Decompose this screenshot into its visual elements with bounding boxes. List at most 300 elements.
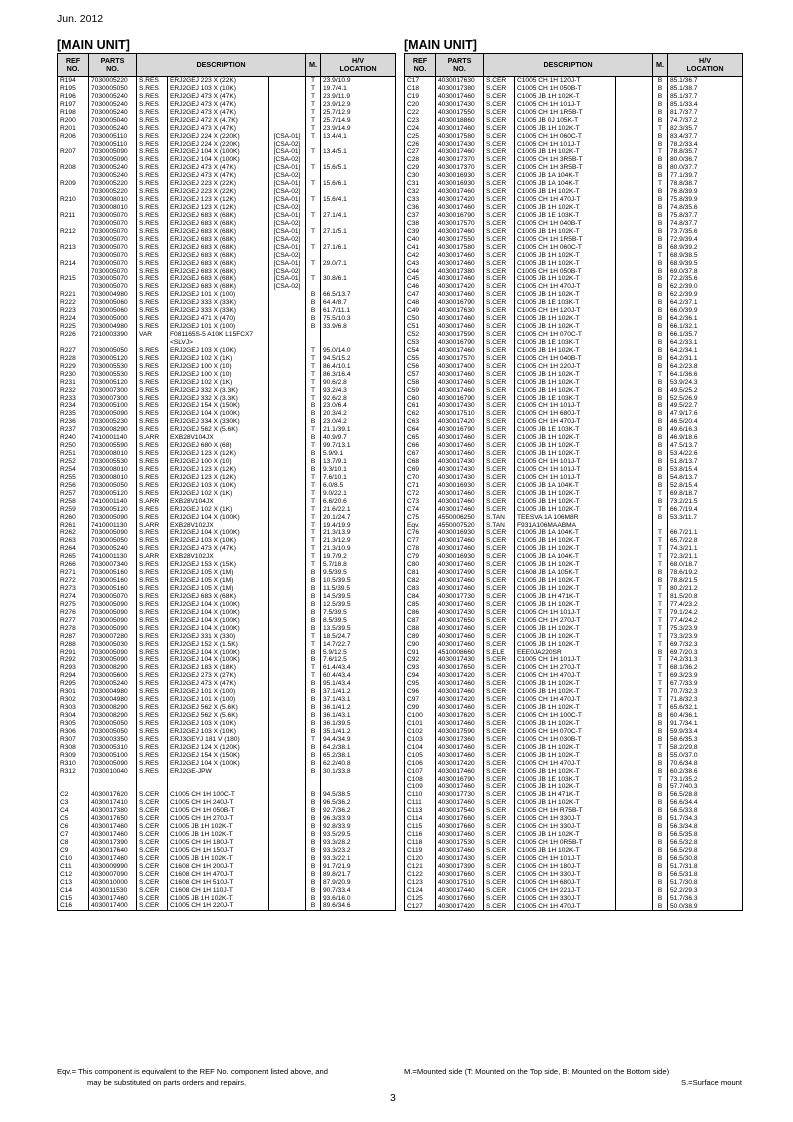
location: 47.9/17.6	[668, 410, 743, 418]
table-row	[58, 204, 396, 212]
parts-no: 7030005600	[89, 672, 137, 680]
location: 96.3/33.9	[321, 815, 396, 823]
location: 70.6/34.8	[668, 760, 743, 768]
location: 73.7/35.6	[668, 228, 743, 236]
part-type: S.RES	[137, 93, 168, 101]
part-type: S.RES	[137, 656, 168, 664]
mounted-side: T	[653, 371, 668, 379]
ref-no: R197	[58, 101, 89, 109]
parts-no: 7030008010	[89, 196, 137, 204]
part-description: ERJ2GEJ 473 X (47K)	[168, 93, 269, 101]
variant-tag	[616, 664, 653, 672]
parts-no: 4030017390	[89, 839, 137, 847]
table-row	[58, 553, 396, 561]
variant-tag	[269, 593, 306, 601]
mounted-side: B	[306, 450, 321, 458]
ref-no: C103	[405, 736, 436, 744]
ref-no: C70	[405, 474, 436, 482]
part-description: ERJ2GEJ 680 X (68)	[168, 442, 269, 450]
mounted-side: T	[306, 545, 321, 553]
table-row	[405, 164, 743, 172]
mounted-side: T	[306, 363, 321, 371]
ref-no: C20	[405, 101, 436, 109]
part-description: C1005 CH 1H 100C-T	[515, 712, 616, 720]
location: 72.9/39.4	[668, 236, 743, 244]
part-description: C1005 CH 1H 240J-T	[168, 799, 269, 807]
part-type: S.ARR	[137, 522, 168, 530]
part-description: ERJ2GEJ 332 X (3.3K)	[168, 395, 269, 403]
variant-tag	[269, 466, 306, 474]
part-description: C1005 CH 1H 470J-T	[515, 903, 616, 911]
location: 9.3/10.1	[321, 466, 396, 474]
variant-tag	[269, 347, 306, 355]
parts-no	[89, 339, 137, 347]
variant-tag	[269, 625, 306, 633]
parts-no: 4030017460	[436, 577, 484, 585]
parts-no: 7030005050	[89, 347, 137, 355]
ref-no: R211	[58, 212, 89, 220]
mounted-side: B	[653, 77, 668, 85]
ref-no: R229	[58, 363, 89, 371]
part-description: ERJ2GEJ 224 X (220K)	[168, 133, 269, 141]
part-description: C1005 CH 1H 330J-T	[515, 895, 616, 903]
parts-no: 4030017430	[436, 855, 484, 863]
mounted-side: B	[653, 236, 668, 244]
part-type: S.CER	[484, 823, 515, 831]
parts-no: 4030017370	[436, 164, 484, 172]
mounted-side: B	[306, 744, 321, 752]
location: 56.5/29.8	[668, 847, 743, 855]
variant-tag	[616, 768, 653, 776]
table-row	[405, 490, 743, 498]
location: 89.6/34.6	[321, 902, 396, 910]
ref-no: R206	[58, 133, 89, 141]
part-type: S.CER	[484, 180, 515, 188]
part-type: S.CER	[484, 537, 515, 545]
location: 67.7/33.9	[668, 680, 743, 688]
ref-no: C41	[405, 244, 436, 252]
ref-no: C39	[405, 228, 436, 236]
location: 62.2/39.0	[668, 283, 743, 291]
part-type: S.CER	[484, 641, 515, 649]
part-description: C1005 JB 1H 102K-T	[515, 783, 616, 791]
part-type: S.RES	[137, 450, 168, 458]
part-type: S.CER	[484, 387, 515, 395]
location: 85.1/36.7	[668, 77, 743, 85]
table-row	[58, 672, 396, 680]
mounted-side: B	[653, 450, 668, 458]
part-type: S.CER	[137, 807, 168, 815]
part-description: C1005 JB 1H 471K-T	[515, 593, 616, 601]
location: 56.5/28.8	[668, 791, 743, 799]
ref-no: C71	[405, 482, 436, 490]
part-type: S.CER	[484, 633, 515, 641]
variant-tag	[616, 402, 653, 410]
variant-tag	[269, 418, 306, 426]
ref-no: R293	[58, 664, 89, 672]
ref-no: R222	[58, 299, 89, 307]
part-description: C1608 JB 1A 105K-T	[515, 569, 616, 577]
mounted-side: B	[653, 196, 668, 204]
part-type: S.CER	[484, 807, 515, 815]
part-description: C1005 JB 1H 102K-T	[515, 831, 616, 839]
parts-no: 7030005090	[89, 760, 137, 768]
ref-no: C13	[58, 879, 89, 887]
parts-no: 4030017390	[436, 863, 484, 871]
parts-no: 4030017380	[436, 85, 484, 93]
table-row	[405, 799, 743, 807]
part-type: S.CER	[484, 783, 515, 791]
variant-tag: [CSA-01]	[269, 196, 306, 204]
table-row	[58, 474, 396, 482]
variant-tag	[616, 307, 653, 315]
ref-no: R260	[58, 514, 89, 522]
part-type: S.CER	[484, 561, 515, 569]
parts-no: 4030017380	[89, 807, 137, 815]
part-description: ERJ2GEJ 101 X (100)	[168, 323, 269, 331]
mounted-side: T	[653, 553, 668, 561]
location: 93.3/22.1	[321, 855, 396, 863]
ref-no: R265	[58, 553, 89, 561]
ref-no: C3	[58, 799, 89, 807]
location: 78.8/38.7	[668, 180, 743, 188]
part-description: ERJ2GEJ 473 X (47K)	[168, 164, 269, 172]
mounted-side: T	[306, 641, 321, 649]
part-type: S.RES	[137, 649, 168, 657]
parts-no: 7030005240	[89, 93, 137, 101]
part-description: ERJ2GEJ 332 X (3.3K)	[168, 387, 269, 395]
table-row	[58, 268, 396, 276]
table-row	[405, 656, 743, 664]
location	[321, 204, 396, 212]
parts-no: 7030007300	[89, 387, 137, 395]
part-description: C1005 CH 1H 101J-T	[515, 141, 616, 149]
ref-no: C48	[405, 299, 436, 307]
ref-no: C33	[405, 196, 436, 204]
ref-no: C73	[405, 498, 436, 506]
variant-tag	[269, 704, 306, 712]
variant-tag	[616, 887, 653, 895]
ref-no: C100	[405, 712, 436, 720]
mounted-side: B	[653, 514, 668, 522]
variant-tag: [CSA-02]	[269, 236, 306, 244]
mounted-side: T	[306, 164, 321, 172]
part-description: ERJ2GEJ 123 X (12K)	[168, 204, 269, 212]
table-row	[58, 363, 396, 371]
part-description: ERJ2GEJ 104 X (100K)	[168, 656, 269, 664]
variant-tag	[616, 791, 653, 799]
variant-tag	[269, 807, 306, 815]
variant-tag	[269, 736, 306, 744]
mounted-side: T	[306, 196, 321, 204]
table-row	[58, 220, 396, 228]
ref-no: C12	[58, 871, 89, 879]
part-type: S.RES	[137, 244, 168, 252]
parts-no: 4030017650	[436, 617, 484, 625]
table-row	[405, 410, 743, 418]
table-row	[405, 402, 743, 410]
table-row	[405, 545, 743, 553]
location: 30.1/33.8	[321, 768, 396, 776]
location: 33.9/6.8	[321, 323, 396, 331]
mounted-side: T	[306, 426, 321, 434]
variant-tag	[616, 506, 653, 514]
ref-no: R258	[58, 498, 89, 506]
variant-tag	[616, 355, 653, 363]
part-description: C1005 CH 1H 270J-T	[168, 815, 269, 823]
part-type: S.RES	[137, 387, 168, 395]
part-type: S.CER	[484, 871, 515, 879]
table-row	[405, 625, 743, 633]
parts-no: 4030017460	[436, 323, 484, 331]
mounted-side: B	[306, 323, 321, 331]
parts-no: 7030005240	[89, 109, 137, 117]
part-type: S.CER	[484, 482, 515, 490]
table-row	[58, 633, 396, 641]
ref-no: R310	[58, 760, 89, 768]
part-description: C1005 CH 1H 470J-T	[515, 760, 616, 768]
part-type: S.RES	[137, 442, 168, 450]
parts-no: 4030017420	[436, 672, 484, 680]
table-row	[58, 307, 396, 315]
part-type: S.RES	[137, 529, 168, 537]
parts-no: 7030005530	[89, 363, 137, 371]
mounted-side: T	[306, 474, 321, 482]
ref-no: C19	[405, 93, 436, 101]
part-type: S.RES	[137, 641, 168, 649]
ref-no: C51	[405, 323, 436, 331]
ref-no: C88	[405, 625, 436, 633]
part-type: S.RES	[137, 228, 168, 236]
mounted-side: B	[653, 307, 668, 315]
mounted-side: B	[653, 418, 668, 426]
part-type: S.CER	[484, 133, 515, 141]
part-description: C1005 JB 1H 102K-T	[515, 442, 616, 450]
part-description: ERJ2GEJ 154 X (150K)	[168, 752, 269, 760]
mounted-side: B	[653, 791, 668, 799]
table-row	[405, 903, 743, 911]
ref-no: R252	[58, 458, 89, 466]
location: 49.5/25.2	[668, 387, 743, 395]
ref-no: C37	[405, 212, 436, 220]
part-description: C1005 JB 1H 102K-T	[515, 641, 616, 649]
part-type: S.CER	[484, 577, 515, 585]
mounted-side: B	[653, 728, 668, 736]
part-type: S.RES	[137, 371, 168, 379]
ref-no: R266	[58, 561, 89, 569]
mounted-side: T	[306, 228, 321, 236]
variant-tag	[616, 93, 653, 101]
location: 87.9/20.9	[321, 879, 396, 887]
variant-tag	[616, 363, 653, 371]
ref-no: C77	[405, 537, 436, 545]
variant-tag	[616, 339, 653, 347]
location: 73.1/35.2	[668, 776, 743, 784]
variant-tag	[616, 275, 653, 283]
variant-tag	[269, 371, 306, 379]
mounted-side: B	[653, 283, 668, 291]
parts-no: 4030017590	[436, 728, 484, 736]
part-type: S.CER	[484, 371, 515, 379]
part-type: S.RES	[137, 180, 168, 188]
location: 60.4/36.1	[668, 712, 743, 720]
location: 68.9/38.5	[668, 252, 743, 260]
ref-no: R201	[58, 125, 89, 133]
location: 78.2/33.4	[668, 141, 743, 149]
table-row	[405, 895, 743, 903]
mounted-side: B	[306, 466, 321, 474]
part-type: S.RES	[137, 77, 168, 85]
ref-no: R305	[58, 720, 89, 728]
parts-no: 4030017430	[436, 402, 484, 410]
table-row	[58, 450, 396, 458]
location: 29.0/7.1	[321, 260, 396, 268]
part-type: S.RES	[137, 760, 168, 768]
ref-no: R304	[58, 712, 89, 720]
part-type: S.CER	[484, 680, 515, 688]
parts-no: 7030005090	[89, 656, 137, 664]
table-row	[405, 696, 743, 704]
table-row	[58, 188, 396, 196]
ref-no	[58, 776, 89, 784]
table-row	[405, 450, 743, 458]
part-description: C1005 JB 1H 102K-T	[515, 561, 616, 569]
part-type: S.RES	[137, 410, 168, 418]
location: 94.5/38.5	[321, 791, 396, 799]
location: 64.2/38.1	[321, 744, 396, 752]
parts-no: 4030017430	[436, 101, 484, 109]
part-type: S.CER	[484, 490, 515, 498]
part-type: S.CER	[484, 887, 515, 895]
parts-no: 7030005070	[89, 244, 137, 252]
parts-no: 7030005090	[89, 529, 137, 537]
location: 78.6/19.2	[668, 569, 743, 577]
parts-no: 4030017380	[436, 268, 484, 276]
ref-no: C23	[405, 117, 436, 125]
table-row	[58, 768, 396, 776]
mounted-side: T	[653, 609, 668, 617]
location: 13.7/9.1	[321, 458, 396, 466]
variant-tag	[616, 823, 653, 831]
part-type: S.CER	[484, 855, 515, 863]
mounted-side: B	[653, 363, 668, 371]
location: 66.0/39.9	[668, 307, 743, 315]
table-row	[405, 418, 743, 426]
parts-no: 4030016930	[436, 180, 484, 188]
part-type: S.CER	[484, 307, 515, 315]
ref-no: R225	[58, 323, 89, 331]
ref-no: Eqv.	[405, 522, 436, 530]
part-type: S.RES	[137, 291, 168, 299]
part-type: S.RES	[137, 490, 168, 498]
location: 11.5/39.5	[321, 585, 396, 593]
part-description: C1005 CH 1H 330J-T	[515, 815, 616, 823]
part-description: C1005 JB 1H 102K-T	[515, 847, 616, 855]
part-type: S.CER	[484, 101, 515, 109]
location: 56.5/30.8	[668, 855, 743, 863]
parts-no: 7030005090	[89, 649, 137, 657]
parts-no: 4030017420	[436, 418, 484, 426]
location: 64.2/33.1	[668, 339, 743, 347]
parts-no: 4030017420	[436, 283, 484, 291]
part-description: C1005 JB 1H 102K-T	[515, 506, 616, 514]
part-type: S.CER	[484, 315, 515, 323]
ref-no: C15	[58, 895, 89, 903]
parts-no: 7030007280	[89, 633, 137, 641]
variant-tag	[616, 514, 653, 522]
part-description: C1005 JB 1H 102K-T	[515, 188, 616, 196]
variant-tag: [CSA-01]	[269, 148, 306, 156]
part-description: C1005 JB 1H 102K-T	[515, 323, 616, 331]
parts-no: 4030017420	[436, 760, 484, 768]
location: 55.0/37.0	[668, 752, 743, 760]
mounted-side	[306, 220, 321, 228]
location: 58.2/29.8	[668, 744, 743, 752]
location: 71.8/32.3	[668, 696, 743, 704]
ref-no: C47	[405, 291, 436, 299]
table-row	[58, 815, 396, 823]
table-row	[405, 236, 743, 244]
location	[321, 141, 396, 149]
parts-no: 4030017400	[436, 363, 484, 371]
location: 80.0/36.7	[668, 156, 743, 164]
table-row	[58, 133, 396, 141]
table-row	[58, 323, 396, 331]
location: 73.2/21.5	[668, 498, 743, 506]
ref-no: C72	[405, 490, 436, 498]
part-type: S.CER	[484, 474, 515, 482]
ref-no: C66	[405, 442, 436, 450]
part-description: C1005 CH 1H 101J-T	[515, 101, 616, 109]
parts-no: 4030017460	[89, 895, 137, 903]
part-type: S.CER	[484, 601, 515, 609]
part-description: ERJ2GEJ 103 X (10K)	[168, 728, 269, 736]
parts-no: 4030017430	[436, 474, 484, 482]
location: 5.9/9.1	[321, 450, 396, 458]
parts-no: 7410001130	[89, 522, 137, 530]
parts-no: 4030017460	[436, 188, 484, 196]
table-row	[405, 752, 743, 760]
mounted-side: B	[653, 156, 668, 164]
mounted-side: T	[653, 125, 668, 133]
parts-no: 4030017460	[436, 260, 484, 268]
location: 64.1/36.6	[668, 371, 743, 379]
part-description: C1005 JB 1H 102K-T	[515, 577, 616, 585]
mounted-side: B	[653, 402, 668, 410]
ref-no: C124	[405, 887, 436, 895]
part-description: EXB28V104JX	[168, 498, 269, 506]
variant-tag	[616, 77, 653, 85]
mounted-side: T	[306, 529, 321, 537]
mounted-side: B	[653, 275, 668, 283]
variant-tag	[616, 148, 653, 156]
mounted-side	[306, 172, 321, 180]
variant-tag	[616, 434, 653, 442]
part-description: ERJ2GEJ 104 X (100K)	[168, 601, 269, 609]
part-type: S.CER	[484, 744, 515, 752]
mounted-side: B	[653, 268, 668, 276]
mounted-side: B	[306, 895, 321, 903]
part-description: C1005 JB 1A 104K-T	[515, 482, 616, 490]
ref-no: C82	[405, 577, 436, 585]
mounted-side: T	[306, 93, 321, 101]
mounted-side	[306, 252, 321, 260]
mounted-side: T	[306, 490, 321, 498]
part-type: S.RES	[137, 466, 168, 474]
parts-no: 7030005070	[89, 275, 137, 283]
ref-no-header: REF NO.	[405, 54, 436, 77]
part-type: S.CER	[484, 410, 515, 418]
